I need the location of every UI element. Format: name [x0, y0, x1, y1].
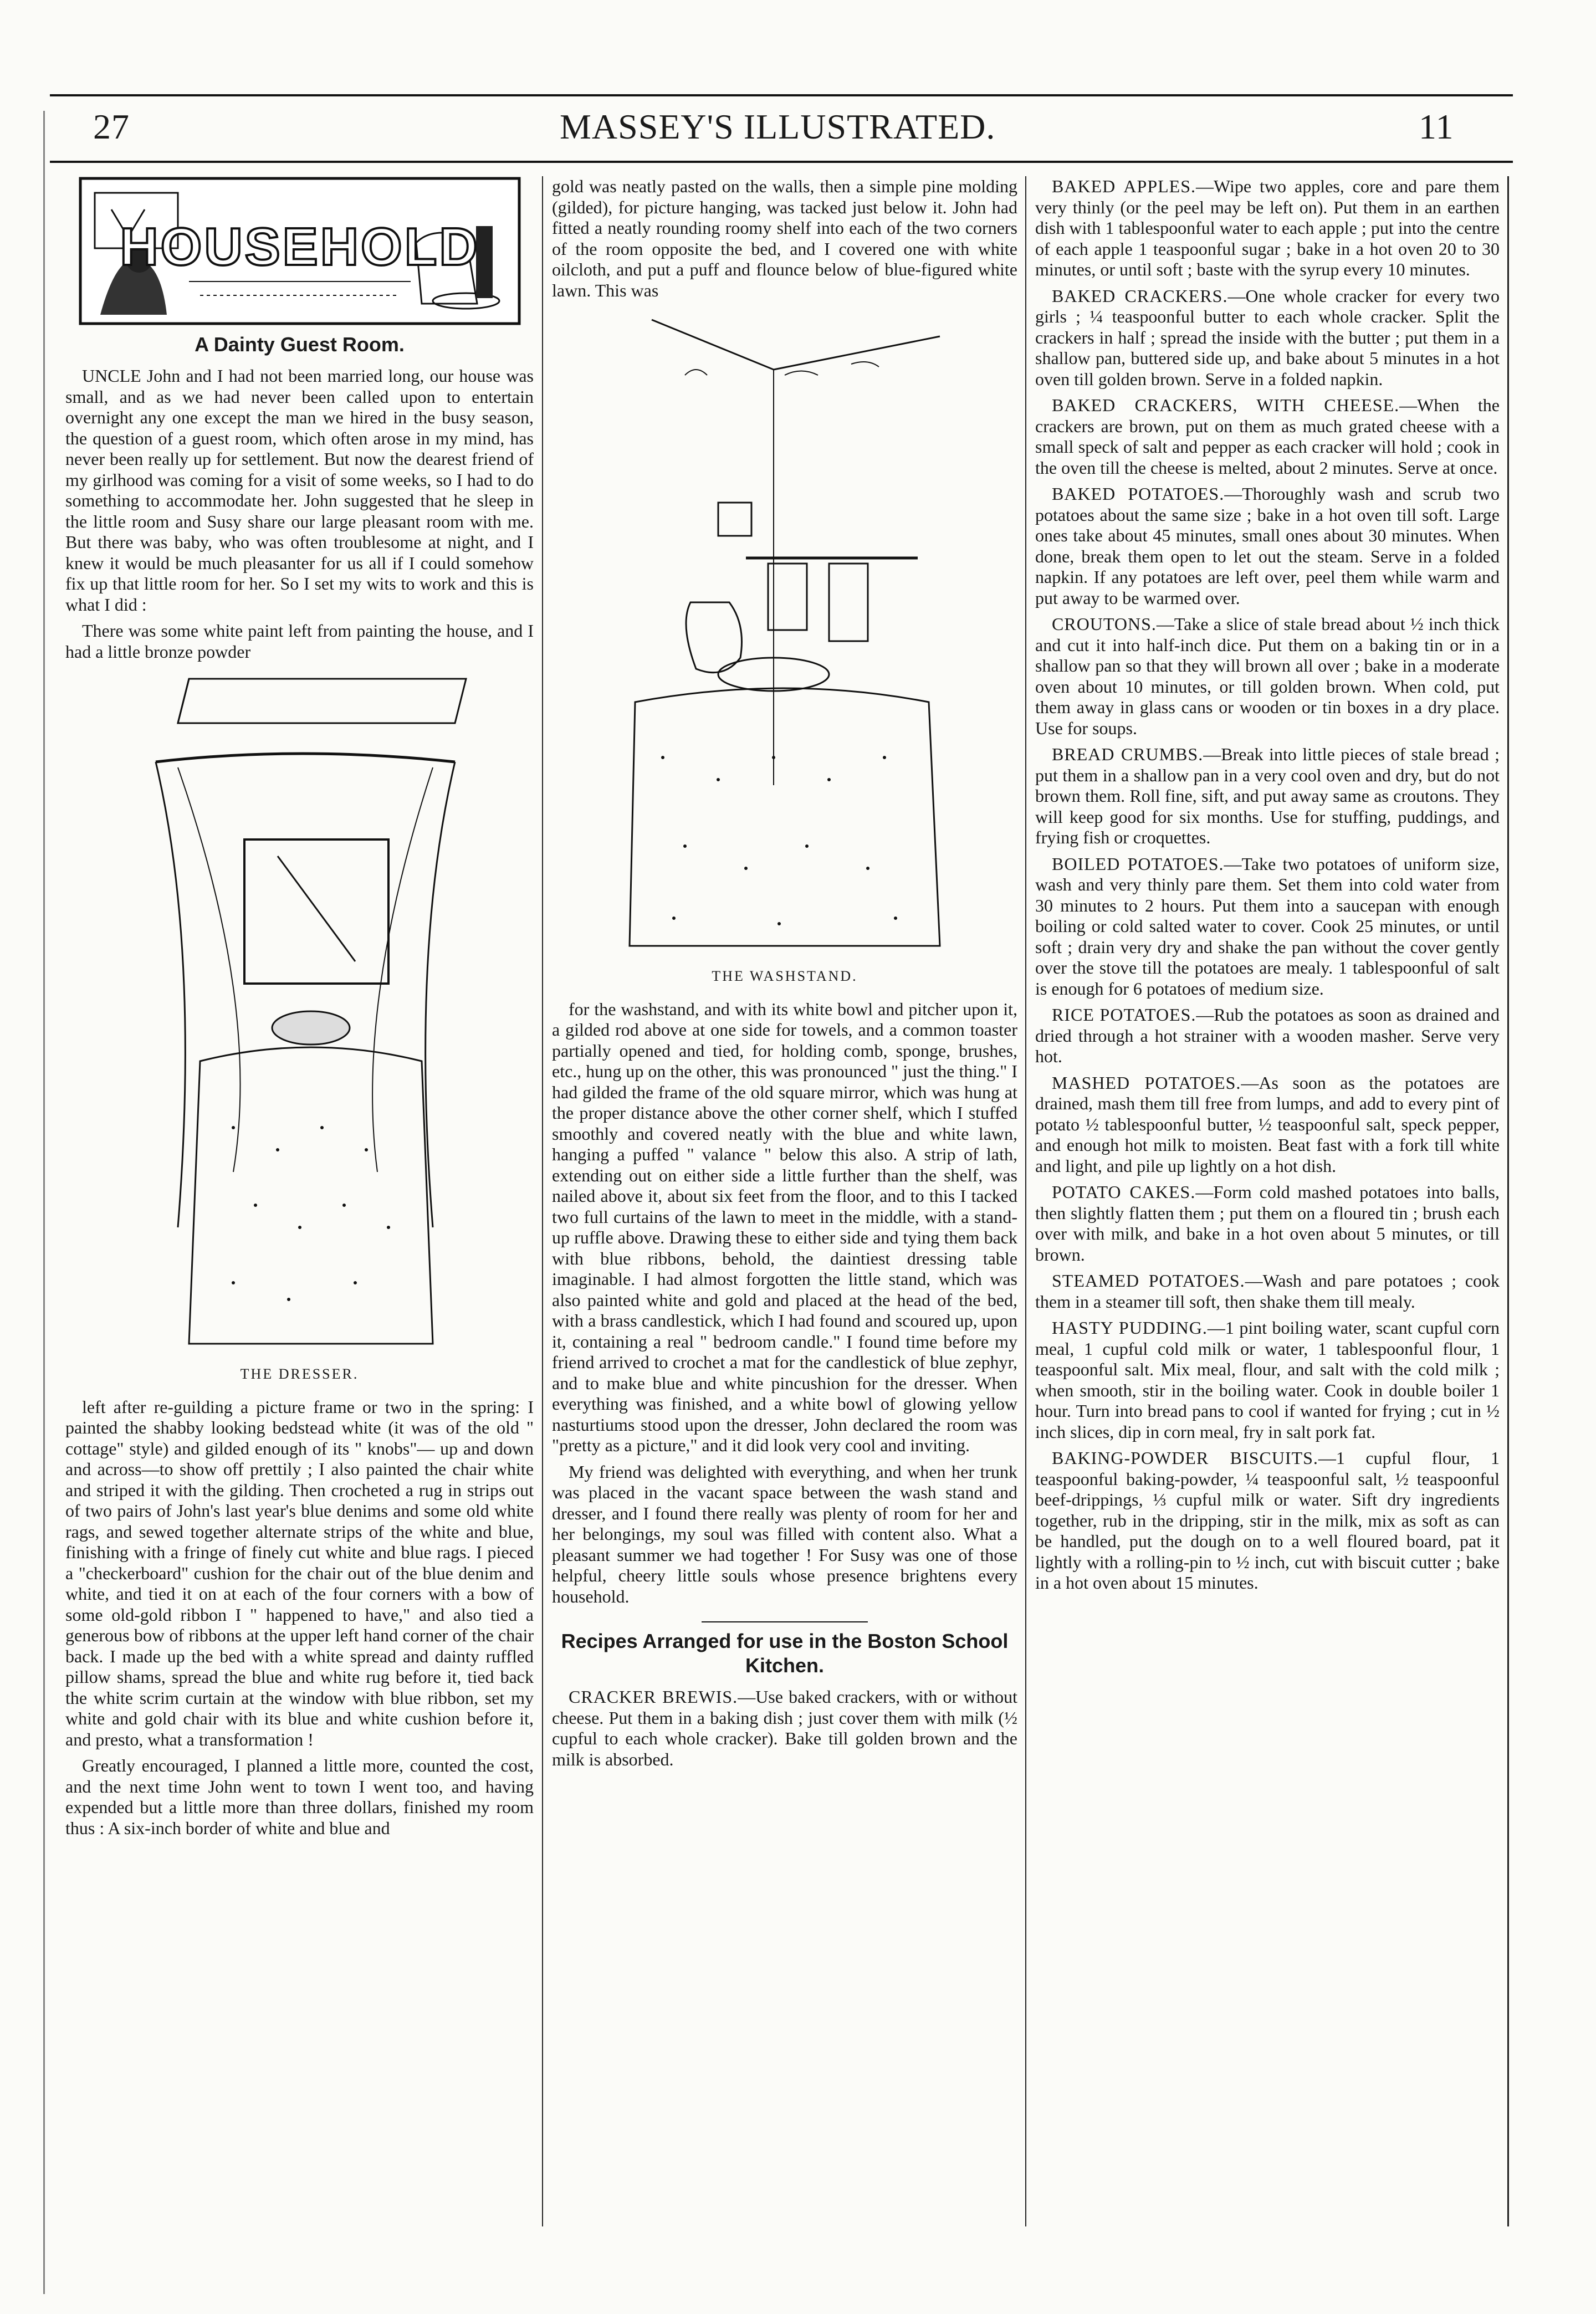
header-rule-bottom: [50, 161, 1513, 163]
article-paragraph-2: There was some white paint left from painting the house, and I had a little bronze powder: [65, 621, 534, 662]
article-paragraph-3: left after re-guilding a picture frame or two in the spring: I painted the shabby looking bedstead white (it was of the old " cottage" style) and gilded enough of its " knobs"— up and down and across—to show off prettily ; I also painted the chair white and striped it with the gilding. Then crocheted a rug in strips out of two pairs of John's last year's blue denims and some old white rags, and sewed together alternate strips of the white and blue, finishing with a fringe of finely cut white and blue rags. I pieced a "checkerboard" cushion for the chair out of the blue denim and white, and tied it on at each of the four corners with a bow of some old-gold ribbon I " happened to have," and also tied a generous bow of ribbons at the upper left hand corner of the chair back. I made up the bed with a white spread and dainty ruffled pillow shams, spread the blue and white rug before it, tied back the white scrim curtain at the window with blue ribbon, set my white and gold chair with its blue and white cushion before it, and presto, what a transformation !: [65, 1396, 534, 1749]
dresser-illustration: [122, 673, 477, 1355]
recipe-name: BAKED CRACKERS, WITH CHEESE.: [1052, 395, 1400, 415]
section-divider: [702, 1621, 868, 1622]
recipe-baked-crackers: [1035, 286, 1500, 390]
recipe-name: BAKING-POWDER BISCUITS.: [1052, 1448, 1318, 1468]
recipe-baked-apples: [1035, 176, 1500, 280]
recipe-baked-crackers-cheese: [1035, 395, 1500, 478]
recipe-name: BOILED POTATOES.: [1052, 853, 1224, 874]
recipe-text: —Form cold mashed potatoes into balls, then slightly flatten them ; put them on a floured tin ; brush each over with milk, and bake in a hot oven about 5 minutes, or till brown.: [1035, 1182, 1500, 1264]
recipe-boiled-potatoes: [1035, 854, 1500, 1000]
recipe-name: BREAD CRUMBS.: [1052, 744, 1204, 764]
recipe-bread-crumbs: [1035, 744, 1500, 848]
recipe-name: MASHED POTATOES.: [1052, 1072, 1241, 1093]
household-banner-text: HOUSEHOLD: [119, 217, 480, 277]
article-paragraph-5: gold was neatly pasted on the walls, then a simple pine molding (gilded), for picture hanging, was tacked just below it. John had fitted a neatly rounding roomy shelf into each of the two corners of the room opposite the bed, and I covered one with white oilcloth, and put a puff and flounce below of blue-figured white lawn. This was: [552, 176, 1017, 300]
recipe-mashed-potatoes: [1035, 1073, 1500, 1177]
recipe-text: —Rub the potatoes as soon as drained and dried through a hot strainer with a wooden masher. Serve very hot.: [1035, 1005, 1500, 1066]
recipe-text: —Take two potatoes of uniform size, wash and very thinly pare them. Set them into cold water from 30 minutes to 2 hours. Put them into a saucepan with enough boiling or cold salted water to cover. Cook 25 minutes, or until soft ; drain very dry and shake the pan without the cover gently over the stove till the potatoes are mealy. 1 tablespoonful of salt is enough for 6 potatoes of medium size.: [1035, 853, 1500, 999]
recipe-rice-potatoes: [1035, 1005, 1500, 1067]
recipe-baked-potatoes: [1035, 484, 1500, 608]
recipe-croutons: [1035, 614, 1500, 739]
recipe-text: —Wipe two apples, core and pare them very thinly (or the peel may be left on). Put them in an earthen dish with 1 tablespoonful water to each apple ; put into the centre of each apple 1 teaspoonful sugar ; bake in a hot oven 20 to 30 minutes, or until soft ; baste with the syrup every 10 minutes.: [1035, 176, 1500, 279]
recipe-text: —As soon as the potatoes are drained, mash them till free from lumps, and add to every pint of potato ½ tablespoonful butter, ½ teaspoonful salt, speck pepper, and enough hot milk to moisten. Beat fast with a fork till white and light, and pile up lightly on a hot dish.: [1035, 1072, 1500, 1176]
column-rule-1: [542, 176, 543, 2226]
recipe-name: CRACKER BREWIS.: [569, 1687, 738, 1707]
binding-edge: [17, 111, 45, 2294]
article-paragraph-1: UNCLE John and I had not been married long, our house was small, and as we had never been called upon to entertain overnight any one except the man we hired in the busy season, the question of a guest room, which often arose in my mind, has never been really up for settlement. But now the dearest friend of my girlhood was coming for a visit of some weeks, so I had to do something to accommodate her. John suggested that he sleep in the little room and Susy share our large pleasant room with me. But there was baby, who was often troublesome at night, and I knew it would be much pleasanter for us all if I could somehow fix up that little room for her. So I set my wits to work and this is what I did :: [65, 366, 534, 615]
page-number-left: 27: [93, 107, 130, 146]
page-number-right: 11: [1419, 107, 1454, 146]
article-paragraph-6: for the washstand, and with its white bowl and pitcher upon it, a gilded rod above at one side for towels, and a common toaster partially opened and tied, for holding comb, sponge, brushes, etc., hung up on the other, this was pronounced " just the thing." I had gilded the frame of the old square mirror, which was hung at the proper distance above the other corner shelf, which I stuffed smoothly and covered neatly with the blue and white lawn, hanging a puffed " valance " below this also. A strip of lath, extending out on either side a little further than the shelf, was nailed above it, about six feet from the floor, and to this I tacked two full curtains of the lawn to meet in the middle, with a stand-up ruffle above. Drawing these to either side and tying them back with blue ribbons, behold, the daintiest dressing table imaginable. I had almost forgotten the little stand, which was also painted white and gold and placed at the head of the bed, with a brass candlestick, which I had found and scoured up, upon it, containing a real " bedroom candle." I found time before my friend arrived to crochet a mat for the candlestick of blue zephyr, and to make blue and white pincushion for the dresser. When everything was finished, and a white bowl of glowing yellow nasturtiums stood upon the dresser, John declared the room was "pretty as a picture," and it did look very cool and inviting.: [552, 999, 1017, 1455]
recipe-steamed-potatoes: [1035, 1271, 1500, 1312]
dresser-caption: THE DRESSER.: [240, 1366, 359, 1382]
column-2: [552, 176, 1017, 2304]
column-rule-2: [1025, 176, 1026, 2226]
washstand-illustration: [618, 314, 951, 957]
masthead-title: MASSEY'S ILLUSTRATED.: [560, 107, 996, 146]
recipe-text: —Use baked crackers, with or without cheese. Put them in a baking dish ; just cover them with milk (½ cupful to each whole cracker). Bake till golden brown and the milk is absorbed.: [552, 1687, 1017, 1769]
recipe-name: BAKED APPLES.: [1052, 176, 1196, 196]
recipe-name: POTATO CAKES.: [1052, 1182, 1196, 1202]
recipe-name: CROUTONS.: [1052, 614, 1157, 634]
article-paragraph-4: Greatly encouraged, I planned a little more, counted the cost, and the next time John went to town I went too, and having expended but a little more than three dollars, finished my room thus : A six-inch border of white and blue and: [65, 1755, 534, 1838]
recipe-name: RICE POTATOES.: [1052, 1005, 1196, 1025]
recipe-name: STEAMED POTATOES.: [1052, 1271, 1245, 1291]
recipe-hasty-pudding: [1035, 1318, 1500, 1442]
article-title: A Dainty Guest Room.: [195, 333, 405, 356]
recipe-name: BAKED POTATOES.: [1052, 484, 1225, 504]
recipe-potato-cakes: [1035, 1182, 1500, 1265]
recipe-name: BAKED CRACKERS.: [1052, 285, 1228, 306]
recipe-text: —1 cupful flour, 1 teaspoonful baking-powder, ¼ teaspoonful salt, ½ teaspoonful beef-drippings, ⅓ cupful milk or water. Sift dry ingredients together, rub in the dripping, stir in the milk, mix as soft as can be handled, put the dough on to a well floured board, pat it lightly with a rolling-pin to ½ inch, cut with biscuit cutter ; bake in a hot oven about 15 minutes.: [1035, 1448, 1500, 1593]
household-banner-illustration: [78, 176, 521, 326]
recipe-name: HASTY PUDDING.: [1052, 1318, 1208, 1338]
column-1: [65, 176, 534, 2304]
recipe-baking-powder-biscuits: [1035, 1448, 1500, 1594]
recipe-text: —1 pint boiling water, scant cupful corn meal, 1 cupful cold milk or water, 1 tablespoonful flour, 1 teaspoonful salt. Mix meal, flour, and salt with the cold milk ; when smooth, stir in the boiling water. Cook in double boiler 1 hour. Turn into bread pans to cool if wanted for frying ; cut in ½ inch slices, dip in corn meal, fry in salt pork fat.: [1035, 1318, 1500, 1442]
recipe-text: —When the crackers are brown, put on them as much grated cheese with a small speck of salt and pepper as each cracker will hold ; cook in the oven till the cheese is melted, about 2 minutes. Serve at once.: [1035, 395, 1500, 478]
page-rule-right: [1507, 176, 1509, 2226]
recipe-text: —Break into little pieces of stale bread ; put them in a shallow pan in a very cool oven and dry, but do not brown them. Roll fine, sift, and put away same as croutons. They will keep good for six months. Use for stuffing, puddings, and frying fish or croquettes.: [1035, 744, 1500, 847]
article-paragraph-7: My friend was delighted with everything, and when her trunk was placed in the vacant space between the wash stand and dresser, and I found there really was plenty of room for her and her belongings, my soul was filled with content also. What a pleasant summer we had together ! For Susy was one of those helpful, cheery little souls whose presence brightens every household.: [552, 1461, 1017, 1606]
washstand-caption: THE WASHSTAND.: [712, 968, 858, 984]
column-3: [1035, 176, 1500, 2304]
recipe-text: —Wash and pare potatoes ; cook them in a steamer till soft, then shake them till mealy.: [1035, 1271, 1500, 1312]
recipe-text: —Take a slice of stale bread about ½ inch thick and cut it into half-inch dice. Put them on a baking tin or in a shallow pan so that they will brown all over ; bake in a moderate oven about 10 minutes, or till golden brown. When cold, put them away in glass cans or wooden or tin boxes in a dry place. Use for soups.: [1035, 614, 1500, 738]
recipe-text: —Thoroughly wash and scrub two potatoes about the same size ; bake in a hot oven till soft. Large ones take about 45 minutes, small ones about 30 minutes. When done, break them open to let out the steam. Serve in a folded napkin. If any potatoes are left over, peel them while warm and put away to be warmed over.: [1035, 484, 1500, 608]
header-rule-top: [50, 94, 1513, 96]
recipe-text: —One whole cracker for every two girls ; ¼ teaspoonful butter to each whole cracker. Split the crackers in half ; spread the inside with the butter ; put them in a shallow pan, buttered side up, and bake about 5 minutes in a hot oven till golden brown. Serve in a folded napkin.: [1035, 285, 1500, 389]
recipe-cracker-brewis: [552, 1687, 1017, 1770]
recipes-heading: Recipes Arranged for use in the Boston School Kitchen.: [561, 1630, 1009, 1677]
